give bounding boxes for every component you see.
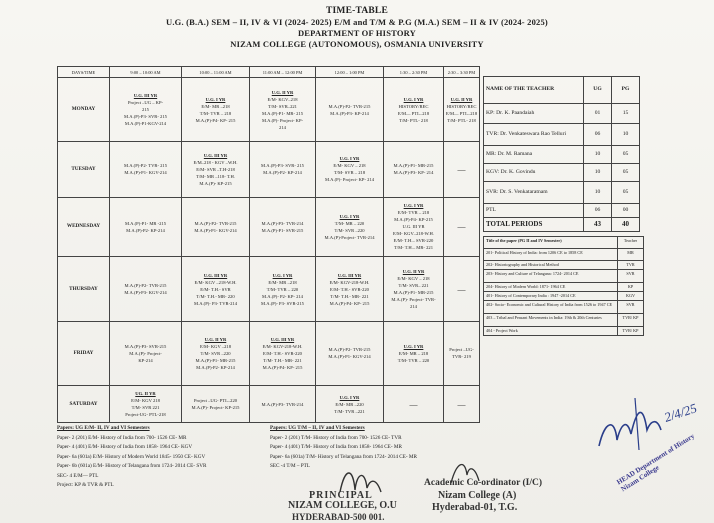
class-entry: M.A.(P)-P4- KP- 215 — [262, 364, 303, 370]
timetable-grid — [57, 66, 480, 423]
class-entry: T/M- T.H.– MR- 221 — [393, 245, 433, 251]
class-entry: M.A.(P)-P3- KGV-214 — [124, 290, 167, 296]
class-year-heading: U.G. I YR — [339, 213, 360, 219]
class-entry: M.A.(P)-P1- MR -215 — [124, 220, 167, 226]
timetable-cell — [444, 386, 480, 423]
pg-periods: 05 — [612, 164, 640, 182]
timetable-cell — [250, 78, 316, 142]
class-entry: E/M- KGV – 218 — [397, 276, 430, 282]
document-subtitle: U.G. (B.A.) SEM – II, IV & VI (2024- 2025) E/M and T/M & P.G (M.A.) SEM – II & IV (2024- 2025) — [166, 17, 548, 27]
class-entry: M.A.(P)-P3- TVR-214 — [261, 401, 304, 407]
class-year-heading: U.G. I YR — [272, 272, 293, 278]
paper-title: 201- Political History of India: from 1206 CE to 1858 CE — [484, 249, 618, 261]
notes-title: Papers: UG T/M – II, IV and VI Semesters — [270, 425, 365, 431]
timetable-row — [58, 78, 480, 142]
class-entry: T/M- PTL- 218 — [399, 117, 428, 123]
department-name: DEPARTMENT OF HISTORY — [297, 28, 417, 38]
teacher-name: SVR: Dr. S. Venkataratnam — [484, 182, 584, 204]
timetable-row — [58, 142, 480, 197]
class-entry: M.A.(P)-P3- KP- 214 — [393, 170, 434, 176]
class-year-heading: U.G. III YR — [270, 336, 295, 342]
timetable-cell — [384, 257, 444, 321]
principal-stamp-college: NIZAM COLLEGE, O.U — [288, 500, 397, 511]
class-entry: E/M- MR – 218 — [398, 350, 429, 356]
class-entry: T/M- TVR – 218 — [199, 110, 232, 116]
class-entry: M.A.(P)-P1- MR-215 — [195, 357, 236, 363]
timetable-cell — [316, 257, 384, 321]
faculty-row — [484, 146, 640, 164]
timetable-cell — [110, 142, 182, 197]
class-entry: — — [457, 164, 466, 174]
paper-title: 401- History of Contemporary India : 1947 -2014 CE — [484, 292, 618, 301]
class-entry: E/M–218 - KGV –W.H. — [193, 159, 238, 165]
class-entry: M.A.(P)-P2- KP-214 — [196, 364, 235, 370]
class-entry: M.A.(P)-P1- KGV-214 — [194, 227, 237, 233]
class-entry: M.A.(P)-P2- TVR-215 — [328, 103, 371, 109]
paper-row — [484, 301, 644, 314]
class-entry: HISTORY/REC — [446, 103, 477, 109]
class-entry: T/M- TVR – 220 — [397, 357, 430, 363]
class-entry: — — [457, 399, 466, 409]
timetable-cell — [384, 321, 444, 385]
timetable-cell — [250, 197, 316, 257]
paper-title: 202- Historiography and Historical Method — [484, 261, 618, 270]
timetable-cell — [250, 142, 316, 197]
timetable-cell — [316, 386, 384, 423]
class-entry: E/M- SVR –T.H-218 — [196, 166, 235, 172]
pg-periods: 00 — [612, 204, 640, 218]
class-year-heading: U.G. I YR — [339, 394, 360, 400]
class-year-heading: U.G. III YR — [133, 93, 158, 99]
pg-papers-table — [483, 236, 644, 336]
document-header — [0, 6, 714, 50]
timetable-cell — [182, 78, 250, 142]
note-line: SEC- 4 E/M— PTL — [57, 472, 99, 479]
pg-periods: 10 — [612, 124, 640, 146]
paper-title: 402- Socio- Economic and Cultural History of India from 1526 to 1947 CE — [484, 301, 618, 314]
class-entry: E/M- T.H.– SVR-220 — [393, 238, 434, 244]
class-entry: M.A.(P)-P4- KP-215 — [394, 217, 433, 223]
coordinator-stamp-college: Nizam College (A) — [438, 490, 517, 501]
class-entry: Project –UG – KP- — [127, 100, 164, 106]
faculty-row — [484, 104, 640, 124]
class-entry: T/M- T.H.- MR- 221 — [263, 357, 302, 363]
timetable-cell — [182, 197, 250, 257]
faculty-row — [484, 204, 640, 218]
faculty-load-table — [483, 76, 640, 232]
class-year-heading: U.G. III YR — [203, 152, 228, 158]
class-entry: M.A.(P)-P2- TVR-215 — [124, 283, 167, 289]
class-entry: Project –UG- — [449, 347, 474, 353]
ug-em-papers-notes — [57, 424, 272, 491]
timetable-cell — [110, 78, 182, 142]
class-entry: T/M- SVR–221 — [268, 103, 297, 109]
class-entry: M.A.(P)-P1- KGV-214 — [328, 354, 371, 360]
papers-teacher-header: Teacher — [618, 237, 644, 249]
teacher-name: PTL — [484, 204, 584, 218]
class-entry: M.A.(P)- Project- KP- 214 — [324, 177, 375, 183]
paper-row — [484, 249, 644, 261]
class-entry: 215 — [142, 107, 149, 113]
class-entry: E/M- MR –220 — [335, 401, 364, 407]
class-entry: E/M- T.H.- SVR — [200, 286, 231, 292]
slot-header: 2:30 – 3:30 PM — [444, 67, 480, 78]
timetable-cell — [250, 386, 316, 423]
timetable-row — [58, 386, 480, 423]
slot-header: 9:00 – 10:00 AM — [110, 67, 182, 78]
timetable-cell — [316, 78, 384, 142]
coordinator-stamp-title: Academic Co-ordinator (I/C) — [424, 478, 543, 488]
timetable-cell — [250, 257, 316, 321]
signature-date: 2/4/25 — [662, 400, 699, 425]
class-entry: M.A.(P)-P2- KP-214 — [126, 227, 165, 233]
day-label: THURSDAY — [58, 257, 110, 321]
class-entry: 214 — [410, 304, 417, 310]
note-line: Project: KP & TVR & PTL — [57, 482, 114, 488]
class-entry: E/M- MR –218 — [201, 103, 230, 109]
timetable-header-row — [58, 67, 480, 78]
timetable-cell — [250, 321, 316, 385]
timetable-row — [58, 321, 480, 385]
paper-title: 403 – Tribal and Peasant Movements in India: 19th & 20th Centuries — [484, 314, 618, 327]
timetable-cell — [384, 78, 444, 142]
class-entry: M.A.(P)-P2- TVR- 215 — [123, 163, 168, 169]
timetable-cell — [444, 197, 480, 257]
slot-header: 11:00 AM – 12:00 PM — [250, 67, 316, 78]
class-entry: E/M- KGV –218 — [199, 343, 232, 349]
day-label: WEDNESDAY — [58, 197, 110, 257]
class-entry: T/M- SVR– 221 — [398, 283, 429, 289]
class-entry: T/M- TVR – 220 — [266, 286, 299, 292]
teacher-name: KP: Dr. K. Paandaiah — [484, 104, 584, 124]
class-year-heading: U.G. I YR — [339, 156, 360, 162]
paper-teacher: KGV — [618, 292, 644, 301]
timetable-cell — [444, 257, 480, 321]
class-entry: E/M- MR –218 — [268, 279, 297, 285]
pg-column-header: PG — [612, 77, 640, 104]
note-line: Paper- 6a (601a) E/M- History of Modern World 1845- 1950 CE- KGV — [57, 453, 206, 460]
timetable-cell — [444, 78, 480, 142]
timetable-cell — [110, 257, 182, 321]
paper-teacher: TVR — [618, 261, 644, 270]
total-periods-row — [484, 218, 640, 232]
class-entry: M.A.(P)-P1- SVR-215 — [261, 227, 304, 233]
papers-title-header: Title of the paper (PG II and IV Semester) — [484, 237, 618, 249]
paper-title: 204- History of Modern World: 1871- 1964 CE — [484, 283, 618, 292]
teacher-name: KGV: Dr. K. Govindu — [484, 164, 584, 182]
corner-cell: DAYS/TIME — [58, 67, 110, 78]
timetable-cell — [182, 386, 250, 423]
timetable-row — [58, 257, 480, 321]
paper-row — [484, 314, 644, 327]
class-entry: T/M- SVR –220 — [334, 227, 365, 233]
paper-title: 404 - Project Work — [484, 327, 618, 336]
note-line: Paper- 2 (201) T/M- History of India from 700- 1526 CE- TVR — [270, 434, 402, 441]
class-entry: M.A.(P)-P3- SVR- 215 — [261, 163, 304, 169]
timetable-cell — [384, 386, 444, 423]
timetable-cell — [384, 142, 444, 197]
class-entry: M.A.(P)-P2- TVR-215 — [194, 220, 237, 226]
class-entry: M.A.(P)- KP-215 — [199, 180, 232, 186]
class-entry: M.A.(P)-P3- TVR-214 — [261, 220, 304, 226]
principal-stamp-city: HYDERABAD-500 001. — [292, 512, 385, 522]
class-year-heading: U.G. III YR — [337, 272, 362, 278]
timetable-cell — [316, 197, 384, 257]
class-year-heading: U.G. III YR — [203, 272, 228, 278]
day-label: FRIDAY — [58, 321, 110, 385]
note-line: Paper- 4 (401) T/M- History of India from 1858- 1964 CE- MR — [270, 444, 402, 450]
paper-row — [484, 261, 644, 270]
ug-periods: 01 — [584, 104, 612, 124]
pg-periods: 15 — [612, 104, 640, 124]
class-entry: M.A.(P)- Project- KP- — [261, 117, 304, 123]
day-label: SATURDAY — [58, 386, 110, 423]
ug-periods: 06 — [584, 204, 612, 218]
paper-teacher: TVR/ KP — [618, 314, 644, 327]
class-entry: E/M- T.H.- SVR-220 — [263, 350, 302, 356]
timetable-cell — [182, 142, 250, 197]
class-entry: M.A.(P)- Project- TVR- — [391, 297, 436, 303]
class-year-heading: U.G. I YR — [403, 96, 424, 102]
class-entry: HISTORY/REC — [398, 103, 429, 109]
principal-stamp-title: PRINCIPAL — [309, 490, 373, 501]
faculty-header-row — [484, 77, 640, 104]
slot-header: 1:30 – 2:30 PM — [384, 67, 444, 78]
class-entry: M.A.(P)- P3- SVR-215 — [261, 300, 304, 306]
timetable-cell — [110, 321, 182, 385]
class-entry: M.A.(P)-P1- KGV-214 — [124, 170, 167, 176]
note-line: Paper- 4 (401) E/M- History of India from 1858- 1964 CE- KGV — [57, 444, 193, 450]
paper-row — [484, 283, 644, 292]
day-label: TUESDAY — [58, 142, 110, 197]
class-entry: M.A.(P)- P3- TVR-214 — [193, 300, 238, 306]
class-entry: E/M- KGV – 218 — [333, 163, 366, 169]
slot-header: 12:00 – 1:00 PM — [316, 67, 384, 78]
class-entry: M.A.(P)-Project- TVR-214 — [324, 234, 375, 240]
class-year-heading: U.G. II YR — [204, 336, 227, 342]
timetable-cell — [384, 197, 444, 257]
class-entry: M.A.(P)-P3- SVR-215 — [124, 343, 167, 349]
class-entry: M.A.(P)-P4- KP- 215 — [329, 300, 370, 306]
class-entry: E/M- KGV –218-W.H. — [194, 279, 237, 285]
class-entry: E/M- KGV-218-W.H. — [329, 279, 370, 285]
class-year-heading: U.G. II YR — [450, 96, 473, 102]
class-entry: T/M- T.H.- MR- 221 — [330, 293, 369, 299]
class-entry: T/M- T.H.- MR- 220 — [196, 293, 235, 299]
ug-periods: 10 — [584, 164, 612, 182]
timetable-cell — [444, 321, 480, 385]
class-entry: KP-214 — [138, 357, 153, 363]
class-entry: M.A.(P)- Project- — [129, 350, 162, 356]
class-entry: E/M- T.H.- SVR-220 — [330, 286, 369, 292]
paper-teacher: MR — [618, 249, 644, 261]
class-entry: E/M- KGV–218-W.H. — [392, 231, 435, 237]
paper-row — [484, 327, 644, 336]
class-entry: M.A.(P)-P1- MR- 215 — [261, 110, 304, 116]
note-line: Paper- 2 (201) E/M- History of India from 700- 1526 CE- MR — [57, 434, 187, 441]
notes-title: Papers: UG E/M- II, IV and VI Semesters — [57, 425, 150, 431]
class-entry: E/M- KGV-218-W.H. — [262, 343, 303, 349]
faculty-row — [484, 164, 640, 182]
head-department-seal: HEAD Department of History Nizam College — [615, 432, 696, 494]
class-entry: M.A.(P)-P2- TVR-215 — [328, 347, 371, 353]
class-entry: M.A.(P)-P1-KGV-214 — [124, 121, 167, 127]
timetable-cell — [444, 142, 480, 197]
papers-header-row — [484, 237, 644, 249]
class-entry: M.A.(P)-P3- KP-214 — [330, 110, 369, 116]
class-year-heading: U.G. II YR — [402, 269, 425, 275]
timetable-cell — [182, 321, 250, 385]
timetable-cell — [110, 386, 182, 423]
class-entry: M.A.(P)- Project- KP-215 — [191, 405, 240, 411]
document-title: TIME-TABLE — [325, 6, 388, 16]
class-year-heading: U.G. I YR — [403, 343, 424, 349]
pg-periods: 05 — [612, 182, 640, 204]
paper-teacher: KP — [618, 283, 644, 292]
class-entry: — — [457, 222, 466, 232]
class-entry: M.A.(P)-P1- MR-215 — [393, 290, 434, 296]
ug-column-header: UG — [584, 77, 612, 104]
class-year-heading: U.G. I YR — [205, 96, 226, 102]
paper-row — [484, 292, 644, 301]
class-entry: T/M- SVR –220 — [200, 350, 231, 356]
timetable-cell — [316, 321, 384, 385]
total-pg: 40 — [612, 218, 640, 232]
ug-periods: 10 — [584, 146, 612, 164]
class-entry: U.G. III YR — [402, 224, 425, 230]
teacher-name: TVR: Dr. Venkateswara Rao Telluri — [484, 124, 584, 146]
paper-row — [484, 270, 644, 283]
timetable-row — [58, 197, 480, 257]
note-line: Paper- 6a (601a) T/M- History of Telangana from 1724- 2014 CE- MR — [270, 453, 418, 460]
class-entry: T/M- TVR –221 — [334, 408, 365, 414]
class-entry: 214 — [279, 124, 286, 130]
class-year-heading: U.G. II YR — [271, 89, 294, 95]
note-line: Paper- 6b (601a) E/M- History of Telangana from 1724- 2014 CE- SVR — [57, 463, 207, 469]
note-line: SEC -4 T/M – PTL — [270, 463, 310, 469]
slot-header: 10:00 – 11:00 AM — [182, 67, 250, 78]
class-entry: TVR- 219 — [452, 354, 471, 360]
class-entry: T/M- SVR – 218 — [333, 170, 366, 176]
class-entry: — — [409, 399, 418, 409]
class-entry: — — [457, 284, 466, 294]
ug-periods: 06 — [584, 124, 612, 146]
total-label: TOTAL PERIODS — [484, 218, 584, 232]
timetable-cell — [182, 257, 250, 321]
class-entry: E/M— PTL–218 — [445, 110, 478, 116]
faculty-row — [484, 124, 640, 146]
day-label: MONDAY — [58, 78, 110, 142]
timetable-cell — [316, 142, 384, 197]
total-ug: 43 — [584, 218, 612, 232]
paper-teacher: SVR — [618, 301, 644, 314]
pg-periods: 05 — [612, 146, 640, 164]
class-entry: T/M- MR –118- T.H. — [196, 173, 235, 179]
paper-teacher: TVR/ KP — [618, 327, 644, 336]
class-entry: M.A.(P)-P3- SVR- 215 — [124, 114, 167, 120]
class-entry: Project-UG- PTL-218 — [125, 412, 166, 418]
class-year-heading: UG. II YR — [135, 391, 156, 397]
ug-periods: 10 — [584, 182, 612, 204]
class-year-heading: U.G. I YR — [403, 203, 424, 209]
class-entry: T/M- MR – 220 — [334, 220, 365, 226]
timetable-cell — [110, 197, 182, 257]
faculty-row — [484, 182, 640, 204]
class-entry: M.A.(P)- P2- KP- 214 — [262, 293, 303, 299]
class-entry: Project –UG- PTL–220 — [193, 398, 238, 404]
teacher-name: MR: Dr. M. Ramana — [484, 146, 584, 164]
class-entry: T/M- SVR 221 — [131, 405, 160, 411]
class-entry: E/M— PTL–218 — [397, 110, 430, 116]
college-name: NIZAM COLLEGE (AUTONOMOUS), OSMANIA UNIVERSITY — [230, 39, 484, 49]
class-entry: E/M- KGV 218 — [131, 398, 160, 404]
class-entry: M.A.(P)-P1- MR-215 — [393, 163, 434, 169]
coordinator-stamp-city: Hyderabad-01, T.G. — [432, 502, 518, 513]
class-entry: E/M- KGV–218 — [267, 96, 298, 102]
class-entry: M.A.(P)-P2- KP-214 — [263, 170, 302, 176]
class-entry: E/M- TVR – 218 — [397, 210, 430, 216]
class-entry: M.A.(P)-P4- KP- 215 — [195, 117, 236, 123]
paper-title: 203- History and Culture of Telangana: 1724- 2014 CE — [484, 270, 618, 283]
paper-teacher: SVR — [618, 270, 644, 283]
teacher-column-header: NAME OF THE TEACHER — [484, 77, 584, 104]
class-entry: T/M- PTL- 218 — [447, 117, 476, 123]
